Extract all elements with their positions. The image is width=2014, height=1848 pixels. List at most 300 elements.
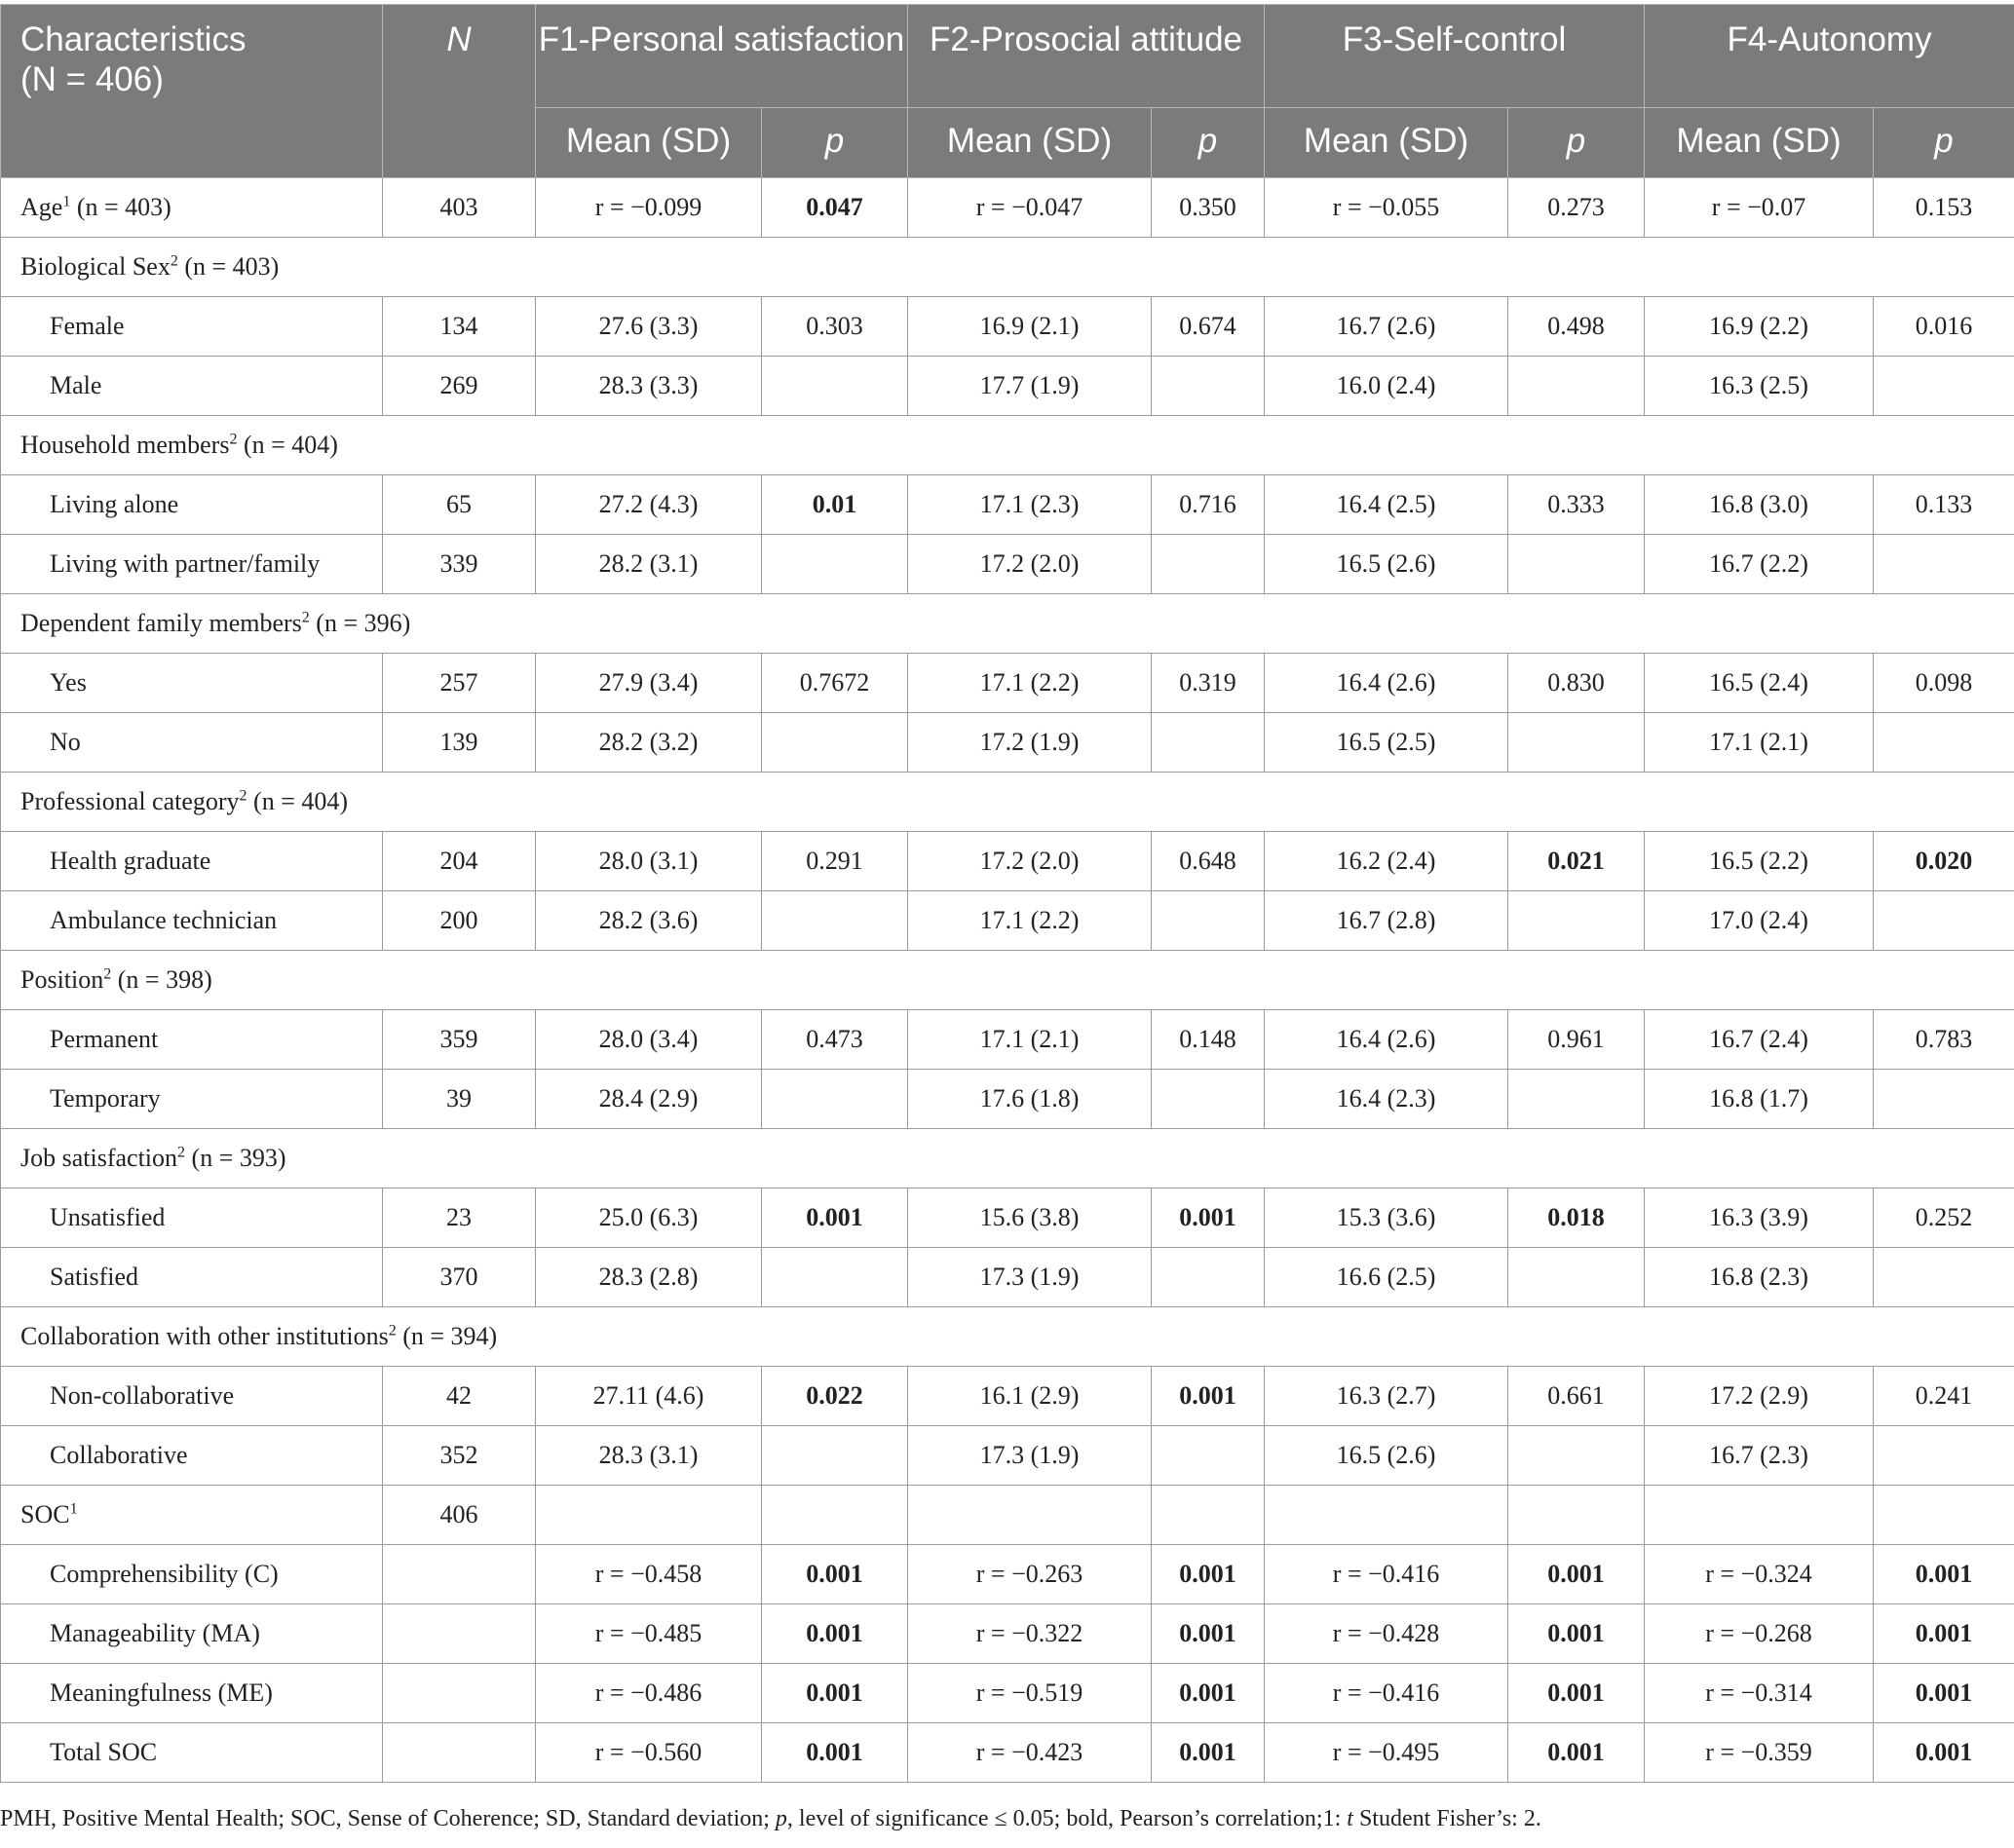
f1-p-cell: 0.001 (762, 1604, 908, 1664)
results-table (0, 4, 2014, 1783)
characteristics-header (1, 5, 383, 178)
row-label-text: Household members (20, 431, 230, 459)
f3-p-cell (1508, 891, 1645, 951)
f4-p-cell (1874, 357, 2014, 416)
f2-mean-cell: 17.1 (2.3) (908, 475, 1152, 535)
row-n-label: (n = 393) (191, 1144, 286, 1172)
row-label (1, 1307, 2014, 1367)
f1-p-cell (762, 891, 908, 951)
table-row (1, 1070, 2014, 1129)
group-header-row (1, 1307, 2014, 1367)
f3-mean-cell: r = −0.495 (1265, 1723, 1508, 1783)
p-header: p (1874, 108, 2014, 178)
f2-p-cell (1152, 891, 1265, 951)
p-header: p (762, 108, 908, 178)
f1-p-cell (762, 535, 908, 594)
f1-mean-cell: 28.2 (3.2) (536, 713, 762, 773)
f4-mean-cell: r = −0.268 (1645, 1604, 1874, 1664)
characteristics-label: Characteristics (20, 20, 247, 58)
f1-mean-cell (536, 1486, 762, 1545)
factor-header-f3: F3-Self-control (1265, 5, 1645, 108)
f2-mean-cell: 17.1 (2.1) (908, 1010, 1152, 1070)
row-label-text: SOC (20, 1500, 70, 1528)
row-label-text: Living alone (50, 490, 179, 518)
table-row (1, 1545, 2014, 1604)
row-label (1, 1010, 383, 1070)
f1-p-cell: 0.001 (762, 1723, 908, 1783)
f3-mean-cell: 16.5 (2.6) (1265, 535, 1508, 594)
footnote-marker: 2 (103, 965, 112, 983)
f4-p-cell: 0.001 (1874, 1664, 2014, 1723)
n-cell: 42 (383, 1367, 536, 1426)
f4-mean-cell: 17.1 (2.1) (1645, 713, 1874, 773)
f2-p-cell: 0.674 (1152, 297, 1265, 357)
f4-p-cell: 0.001 (1874, 1604, 2014, 1664)
row-label-text: Ambulance technician (50, 906, 278, 934)
row-label-text: Non-collaborative (50, 1381, 235, 1410)
f4-p-cell: 0.783 (1874, 1010, 2014, 1070)
f1-mean-cell: 27.9 (3.4) (536, 654, 762, 713)
f4-mean-cell: 17.2 (2.9) (1645, 1367, 1874, 1426)
row-label (1, 357, 383, 416)
table-footnote (0, 1806, 2014, 1832)
row-label-text: Yes (50, 668, 87, 697)
n-cell: 359 (383, 1010, 536, 1070)
row-label-text: Position (20, 965, 104, 994)
table-row (1, 1723, 2014, 1783)
total-n-label: (N = 406) (20, 60, 164, 98)
f4-p-cell: 0.252 (1874, 1188, 2014, 1248)
f1-mean-cell: 28.2 (3.1) (536, 535, 762, 594)
f3-p-cell (1508, 713, 1645, 773)
f2-mean-cell: r = −0.519 (908, 1664, 1152, 1723)
f1-p-cell: 0.001 (762, 1545, 908, 1604)
f4-mean-cell: 16.9 (2.2) (1645, 297, 1874, 357)
n-cell: 39 (383, 1070, 536, 1129)
f3-mean-cell: 16.5 (2.5) (1265, 713, 1508, 773)
row-n-label: (n = 403) (76, 193, 171, 221)
f3-p-cell: 0.961 (1508, 1010, 1645, 1070)
row-label (1, 832, 383, 891)
f2-p-cell: 0.001 (1152, 1664, 1265, 1723)
row-label-text: Comprehensibility (C) (50, 1560, 279, 1588)
row-label (1, 1486, 383, 1545)
f1-p-cell: 0.7672 (762, 654, 908, 713)
footnote-marker: 1 (69, 1500, 78, 1518)
f1-mean-cell: 27.2 (4.3) (536, 475, 762, 535)
table-header (1, 5, 2014, 178)
table-row (1, 1367, 2014, 1426)
footnote-marker: 2 (229, 431, 238, 448)
f3-mean-cell: r = −0.416 (1265, 1545, 1508, 1604)
n-cell: 134 (383, 297, 536, 357)
p-header: p (1508, 108, 1645, 178)
mean-sd-header: Mean (SD) (536, 108, 762, 178)
f3-p-cell (1508, 1426, 1645, 1486)
footnote-p-symbol: p (775, 1806, 787, 1831)
f4-p-cell (1874, 1486, 2014, 1545)
table-row (1, 1664, 2014, 1723)
table-row (1, 713, 2014, 773)
f1-p-cell: 0.01 (762, 475, 908, 535)
row-label (1, 594, 2014, 654)
f2-p-cell (1152, 1486, 1265, 1545)
f1-p-cell (762, 1486, 908, 1545)
factor-header-f1: F1-Personal satisfaction (536, 5, 908, 108)
f2-mean-cell: 17.2 (1.9) (908, 713, 1152, 773)
f2-mean-cell: 16.1 (2.9) (908, 1367, 1152, 1426)
n-cell: 406 (383, 1486, 536, 1545)
f1-mean-cell: 28.0 (3.1) (536, 832, 762, 891)
n-cell: 339 (383, 535, 536, 594)
row-label (1, 1604, 383, 1664)
f4-mean-cell: 17.0 (2.4) (1645, 891, 1874, 951)
row-label (1, 773, 2014, 832)
f3-mean-cell: 16.2 (2.4) (1265, 832, 1508, 891)
table-row (1, 654, 2014, 713)
row-label-text: Dependent family members (20, 609, 302, 637)
f1-mean-cell: r = −0.560 (536, 1723, 762, 1783)
group-header-row (1, 594, 2014, 654)
row-label-text: Collaborative (50, 1441, 188, 1469)
f3-mean-cell: 16.4 (2.6) (1265, 654, 1508, 713)
f4-mean-cell (1645, 1486, 1874, 1545)
row-n-label: (n = 404) (243, 431, 338, 459)
n-cell: 370 (383, 1248, 536, 1307)
f4-p-cell (1874, 1070, 2014, 1129)
f2-p-cell (1152, 713, 1265, 773)
row-label-text: Professional category (20, 787, 240, 815)
f4-p-cell (1874, 891, 2014, 951)
row-n-label: (n = 398) (117, 965, 212, 994)
row-label-text: Total SOC (50, 1738, 158, 1766)
f2-mean-cell: 17.6 (1.8) (908, 1070, 1152, 1129)
f1-mean-cell: 25.0 (6.3) (536, 1188, 762, 1248)
footnote-text-2: , level of significance ≤ 0.05; bold, Pearson’s correlation;1: (786, 1806, 1348, 1831)
row-label-text: Living with partner/family (50, 549, 321, 578)
f1-mean-cell: 28.0 (3.4) (536, 1010, 762, 1070)
table-row (1, 1188, 2014, 1248)
f3-p-cell: 0.333 (1508, 475, 1645, 535)
row-label (1, 891, 383, 951)
table-row (1, 1426, 2014, 1486)
f2-p-cell: 0.001 (1152, 1604, 1265, 1664)
row-label-text: Permanent (50, 1025, 159, 1053)
f2-p-cell: 0.001 (1152, 1723, 1265, 1783)
n-cell: 403 (383, 178, 536, 238)
f2-mean-cell: 15.6 (3.8) (908, 1188, 1152, 1248)
f3-mean-cell: 16.4 (2.6) (1265, 1010, 1508, 1070)
f2-p-cell (1152, 1070, 1265, 1129)
group-header-row (1, 416, 2014, 475)
f3-p-cell: 0.830 (1508, 654, 1645, 713)
f2-mean-cell: 17.3 (1.9) (908, 1426, 1152, 1486)
group-header-row (1, 238, 2014, 297)
f2-mean-cell: 17.2 (2.0) (908, 832, 1152, 891)
f3-p-cell (1508, 1486, 1645, 1545)
n-cell (383, 1604, 536, 1664)
f1-mean-cell: r = −0.099 (536, 178, 762, 238)
row-label (1, 1664, 383, 1723)
f3-mean-cell: 16.0 (2.4) (1265, 357, 1508, 416)
n-cell (383, 1545, 536, 1604)
f1-p-cell: 0.001 (762, 1664, 908, 1723)
f4-p-cell (1874, 1248, 2014, 1307)
f3-mean-cell: 16.7 (2.8) (1265, 891, 1508, 951)
f4-mean-cell: 16.3 (2.5) (1645, 357, 1874, 416)
f3-p-cell: 0.498 (1508, 297, 1645, 357)
table-row (1, 1010, 2014, 1070)
f2-p-cell (1152, 1426, 1265, 1486)
row-label (1, 535, 383, 594)
row-label-text: Unsatisfied (50, 1203, 166, 1231)
f3-p-cell (1508, 1070, 1645, 1129)
row-label-text: Collaboration with other institutions (20, 1322, 389, 1350)
n-cell: 257 (383, 654, 536, 713)
f2-p-cell (1152, 535, 1265, 594)
f4-mean-cell: r = −0.314 (1645, 1664, 1874, 1723)
row-label-text: Age (20, 193, 63, 221)
f2-mean-cell: r = −0.423 (908, 1723, 1152, 1783)
f3-p-cell: 0.018 (1508, 1188, 1645, 1248)
f3-p-cell (1508, 1248, 1645, 1307)
f4-p-cell: 0.098 (1874, 654, 2014, 713)
f1-p-cell: 0.001 (762, 1188, 908, 1248)
footnote-marker: 2 (388, 1322, 397, 1339)
n-cell: 139 (383, 713, 536, 773)
f1-p-cell (762, 1070, 908, 1129)
row-label (1, 475, 383, 535)
f3-p-cell: 0.001 (1508, 1604, 1645, 1664)
f3-mean-cell: 16.6 (2.5) (1265, 1248, 1508, 1307)
f4-mean-cell: 16.8 (1.7) (1645, 1070, 1874, 1129)
table-body (1, 178, 2014, 1783)
row-label (1, 297, 383, 357)
f4-mean-cell: 16.7 (2.3) (1645, 1426, 1874, 1486)
f1-mean-cell: 27.6 (3.3) (536, 297, 762, 357)
f1-mean-cell: r = −0.486 (536, 1664, 762, 1723)
group-header-row (1, 1129, 2014, 1188)
f4-p-cell: 0.020 (1874, 832, 2014, 891)
f2-p-cell: 0.648 (1152, 832, 1265, 891)
row-label (1, 1426, 383, 1486)
f2-mean-cell: 17.2 (2.0) (908, 535, 1152, 594)
row-n-label: (n = 403) (184, 252, 280, 281)
table-row (1, 178, 2014, 238)
row-label (1, 1723, 383, 1783)
row-label (1, 1129, 2014, 1188)
f2-p-cell: 0.319 (1152, 654, 1265, 713)
f4-p-cell: 0.133 (1874, 475, 2014, 535)
row-label (1, 1248, 383, 1307)
f3-mean-cell: 16.4 (2.3) (1265, 1070, 1508, 1129)
row-n-label: (n = 396) (316, 609, 411, 637)
f2-p-cell: 0.716 (1152, 475, 1265, 535)
f4-p-cell: 0.001 (1874, 1723, 2014, 1783)
mean-sd-header: Mean (SD) (1645, 108, 1874, 178)
mean-sd-header: Mean (SD) (1265, 108, 1508, 178)
n-cell: 65 (383, 475, 536, 535)
f2-p-cell (1152, 1248, 1265, 1307)
f2-mean-cell (908, 1486, 1152, 1545)
f3-mean-cell: 16.3 (2.7) (1265, 1367, 1508, 1426)
table-row (1, 357, 2014, 416)
f2-mean-cell: 17.1 (2.2) (908, 891, 1152, 951)
f1-mean-cell: 28.3 (3.1) (536, 1426, 762, 1486)
row-label-text: Temporary (50, 1084, 161, 1113)
group-header-row (1, 773, 2014, 832)
f4-mean-cell: 16.5 (2.2) (1645, 832, 1874, 891)
row-label (1, 1545, 383, 1604)
f4-mean-cell: 16.7 (2.2) (1645, 535, 1874, 594)
row-label-text: No (50, 728, 81, 756)
f2-p-cell (1152, 357, 1265, 416)
f2-mean-cell: r = −0.047 (908, 178, 1152, 238)
footnote-marker: 1 (62, 193, 71, 210)
row-label (1, 1070, 383, 1129)
f4-mean-cell: 16.5 (2.4) (1645, 654, 1874, 713)
f1-mean-cell: 28.3 (3.3) (536, 357, 762, 416)
f1-p-cell: 0.022 (762, 1367, 908, 1426)
table-row (1, 297, 2014, 357)
f2-mean-cell: 17.1 (2.2) (908, 654, 1152, 713)
f3-mean-cell: 16.7 (2.6) (1265, 297, 1508, 357)
p-header: p (1152, 108, 1265, 178)
row-label-text: Female (50, 312, 125, 340)
f1-mean-cell: 28.2 (3.6) (536, 891, 762, 951)
f1-p-cell (762, 713, 908, 773)
f1-p-cell (762, 357, 908, 416)
table-row (1, 832, 2014, 891)
n-cell: 204 (383, 832, 536, 891)
f1-mean-cell: r = −0.458 (536, 1545, 762, 1604)
f4-p-cell (1874, 535, 2014, 594)
footnote-t-symbol: t (1347, 1806, 1353, 1831)
results-table-container (0, 4, 2014, 1783)
n-cell: 200 (383, 891, 536, 951)
f4-mean-cell: r = −0.359 (1645, 1723, 1874, 1783)
table-row (1, 1248, 2014, 1307)
table-row (1, 1486, 2014, 1545)
f1-p-cell: 0.473 (762, 1010, 908, 1070)
mean-sd-header: Mean (SD) (908, 108, 1152, 178)
footnote-marker: 2 (177, 1144, 186, 1161)
f1-p-cell: 0.303 (762, 297, 908, 357)
row-label (1, 713, 383, 773)
f4-mean-cell: 16.3 (3.9) (1645, 1188, 1874, 1248)
table-row (1, 535, 2014, 594)
row-label (1, 654, 383, 713)
f1-p-cell (762, 1426, 908, 1486)
f4-p-cell: 0.153 (1874, 178, 2014, 238)
f3-p-cell (1508, 357, 1645, 416)
f3-p-cell: 0.021 (1508, 832, 1645, 891)
footnote-marker: 2 (170, 252, 178, 270)
f1-mean-cell: 28.4 (2.9) (536, 1070, 762, 1129)
f1-p-cell: 0.047 (762, 178, 908, 238)
row-label (1, 238, 2014, 297)
n-header: N (383, 5, 536, 178)
f1-mean-cell: 28.3 (2.8) (536, 1248, 762, 1307)
footnote-text-3: Student Fisher’s: 2. (1352, 1806, 1541, 1831)
n-cell: 269 (383, 357, 536, 416)
f3-p-cell (1508, 535, 1645, 594)
footnote-marker: 2 (301, 609, 310, 626)
f3-p-cell: 0.661 (1508, 1367, 1645, 1426)
f2-p-cell: 0.350 (1152, 178, 1265, 238)
group-header-row (1, 951, 2014, 1010)
f4-mean-cell: r = −0.07 (1645, 178, 1874, 238)
f4-p-cell: 0.001 (1874, 1545, 2014, 1604)
row-label (1, 951, 2014, 1010)
f2-mean-cell: 17.3 (1.9) (908, 1248, 1152, 1307)
f1-mean-cell: 27.11 (4.6) (536, 1367, 762, 1426)
row-label-text: Meaningfulness (ME) (50, 1678, 273, 1707)
n-cell: 23 (383, 1188, 536, 1248)
f2-p-cell: 0.001 (1152, 1188, 1265, 1248)
row-label-text: Job satisfaction (20, 1144, 178, 1172)
f2-mean-cell: 16.9 (2.1) (908, 297, 1152, 357)
f3-mean-cell: r = −0.416 (1265, 1664, 1508, 1723)
row-label-text: Male (50, 371, 102, 399)
footnote-text-1: PMH, Positive Mental Health; SOC, Sense of Coherence; SD, Standard deviation; (0, 1806, 776, 1831)
f4-mean-cell: 16.8 (3.0) (1645, 475, 1874, 535)
f3-p-cell: 0.001 (1508, 1545, 1645, 1604)
row-label (1, 1188, 383, 1248)
f4-p-cell (1874, 713, 2014, 773)
f2-p-cell: 0.001 (1152, 1545, 1265, 1604)
f2-mean-cell: r = −0.322 (908, 1604, 1152, 1664)
n-cell (383, 1664, 536, 1723)
f3-p-cell: 0.273 (1508, 178, 1645, 238)
footnote-marker: 2 (239, 787, 247, 805)
f1-p-cell (762, 1248, 908, 1307)
factor-header-f4: F4-Autonomy (1645, 5, 2014, 108)
f4-p-cell (1874, 1426, 2014, 1486)
f2-p-cell: 0.001 (1152, 1367, 1265, 1426)
row-label-text: Biological Sex (20, 252, 171, 281)
f1-p-cell: 0.291 (762, 832, 908, 891)
table-row (1, 475, 2014, 535)
f3-p-cell: 0.001 (1508, 1664, 1645, 1723)
row-label (1, 416, 2014, 475)
f2-mean-cell: 17.7 (1.9) (908, 357, 1152, 416)
f4-p-cell: 0.241 (1874, 1367, 2014, 1426)
row-label-text: Manageability (MA) (50, 1619, 260, 1647)
row-label-text: Satisfied (50, 1263, 138, 1291)
factor-header-f2: F2-Prosocial attitude (908, 5, 1265, 108)
f3-mean-cell: 16.5 (2.6) (1265, 1426, 1508, 1486)
row-label (1, 178, 383, 238)
f1-mean-cell: r = −0.485 (536, 1604, 762, 1664)
table-row (1, 1604, 2014, 1664)
f4-mean-cell: 16.7 (2.4) (1645, 1010, 1874, 1070)
row-n-label: (n = 394) (402, 1322, 498, 1350)
f4-mean-cell: r = −0.324 (1645, 1545, 1874, 1604)
row-label-text: Health graduate (50, 847, 211, 875)
f2-p-cell: 0.148 (1152, 1010, 1265, 1070)
row-label (1, 1367, 383, 1426)
f3-mean-cell: 15.3 (3.6) (1265, 1188, 1508, 1248)
n-cell (383, 1723, 536, 1783)
row-n-label: (n = 404) (253, 787, 349, 815)
table-row (1, 891, 2014, 951)
f3-mean-cell: r = −0.055 (1265, 178, 1508, 238)
f3-mean-cell: 16.4 (2.5) (1265, 475, 1508, 535)
f4-mean-cell: 16.8 (2.3) (1645, 1248, 1874, 1307)
f3-mean-cell (1265, 1486, 1508, 1545)
f4-p-cell: 0.016 (1874, 297, 2014, 357)
